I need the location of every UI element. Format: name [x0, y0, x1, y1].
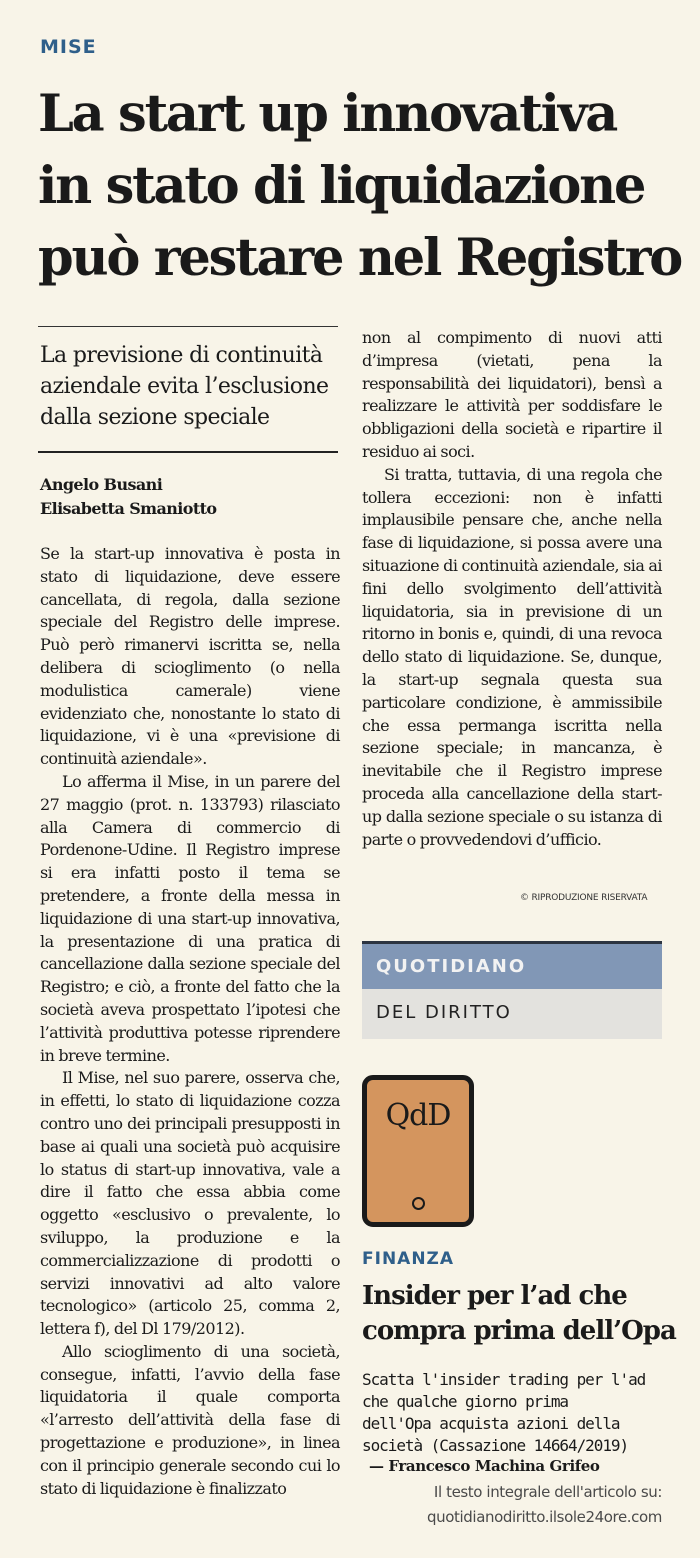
summary-line: società (Cassazione 14664/2019) [362, 1436, 629, 1455]
body-paragraph: non al compimento di nuovi atti d’impresa (vietati, pena la responsabilità dei liquidatori), bensì a realizzare le attività per soddisfare le obbligazioni della società e ripartire il residuo ai soci. [362, 328, 662, 461]
subhead-line: La previsione di continuità [40, 343, 323, 368]
brand-line-diritto: DEL DIRITTO [362, 989, 662, 1039]
brand-line-quotidiano: QUOTIDIANO [362, 941, 662, 989]
body-paragraph: Se la start-up innovativa è posta in stato di liquidazione, deve essere cancellata, di regola, dalla sezione speciale del Registro delle imprese. Può però rimanervi iscritta se, nella delibera di scioglimento (o nella modulistica camerale) viene evidenziato che, nonostante lo stato di liquidazione, vi è una «previsione di continuità aziendale». [40, 544, 340, 769]
body-paragraph: Si tratta, tuttavia, di una regola che tollera eccezioni: non è infatti implausibile pensare che, anche nella fase di liquidazione, si possa avere una situazione di continuità aziendale, sia ai fini dello svolgimento dell’attività liquidatoria, sia in previsione di un ritorno in bonis e, quindi, di una revoca dello stato di liquidazione. Se, dunque, la start-up segnala questa sua particolare condizione, è ammissibile che essa permanga iscritta nella sezione speciale; in mancanza, è inevitabile che il Registro imprese proceda alla cancellazione della start-up dalla sezione speciale o su istanza di parte o provvedendovi d’ufficio. [362, 464, 662, 849]
readmore-url[interactable]: quotidianodiritto.ilsole24ore.com [427, 1508, 662, 1526]
article-authors [40, 473, 217, 521]
subhead-line: aziendale evita l’esclusione [40, 374, 329, 399]
article-column-right [362, 327, 662, 851]
sidebar-headline-line: compra prima dell’Opa [362, 1316, 676, 1346]
article-column-left [40, 543, 340, 1500]
summary-line: che qualche giorno prima [362, 1392, 568, 1411]
body-paragraph: Il Mise, nel suo parere, osserva che, in effetti, lo stato di liquidazione cozza contro uno dei principali presupposti in base ai quali una società può acquisire lo status di start-up innovativa, vale a dire il fatto che essa abbia come oggetto «esclusivo o prevalente, lo sviluppo, la produzione e la commercializzazione di prodotti o servizi innovativi ad alto valore tecnologico» (articolo 25, comma 2, lettera f), del Dl 179/2012). [40, 1068, 340, 1339]
home-button-icon [412, 1197, 425, 1210]
body-paragraph: Lo afferma il Mise, in un parere del 27 maggio (prot. n. 133793) rilasciato alla Camera di commercio di Pordenone-Udine. Il Registro imprese si era infatti posto il tema se pretendere, a fronte della messa in liquidazione di una start-up innovativa, la presentazione di una pratica di cancellazione dalla sezione speciale del Registro; e ciò, a fronte del fatto che la società aveva prospettato l’ipotesi che l’attività produttiva potesse riprendere in breve termine. [40, 771, 340, 1065]
subhead-line: dalla sezione speciale [40, 405, 270, 430]
divider-top [38, 326, 338, 327]
sidebar-kicker: FINANZA [362, 1249, 455, 1269]
article-kicker: MISE [40, 36, 97, 58]
author-name: Elisabetta Smaniotto [40, 499, 217, 518]
headline-line: La start up innovativa [38, 84, 617, 144]
summary-line: dell'Opa acquista azioni della [362, 1414, 620, 1433]
headline-line: può restare nel Registro [38, 228, 682, 288]
article-subhead [40, 340, 340, 433]
headline-line: in stato di liquidazione [38, 156, 645, 216]
sidebar-byline: — Francesco Machina Grifeo [369, 1457, 600, 1475]
body-paragraph: Allo scioglimento di una società, consegue, infatti, l’avvio della fase liquidatoria il quale comporta «l’arresto dell’attività della fase di progettazione e produzione», in linea con il principio generale secondo cui lo stato di liquidazione è finalizzato [40, 1341, 340, 1498]
tablet-icon [362, 1075, 474, 1227]
readmore-line: Il testo integrale dell'articolo su: [433, 1483, 662, 1501]
divider-mid [38, 451, 338, 453]
sidebar-headline [362, 1279, 682, 1349]
qdd-brand-box [362, 941, 662, 1039]
summary-line: Scatta l'insider trading per l'ad [362, 1370, 646, 1389]
sidebar-summary [362, 1369, 672, 1457]
author-name: Angelo Busani [40, 475, 163, 494]
readmore-link[interactable] [362, 1480, 662, 1530]
sidebar-headline-line: Insider per l’ad che [362, 1281, 627, 1311]
copyright-notice: © RIPRODUZIONE RISERVATA [520, 893, 648, 903]
article-headline [38, 78, 682, 294]
tablet-label: QdD [385, 1098, 451, 1133]
